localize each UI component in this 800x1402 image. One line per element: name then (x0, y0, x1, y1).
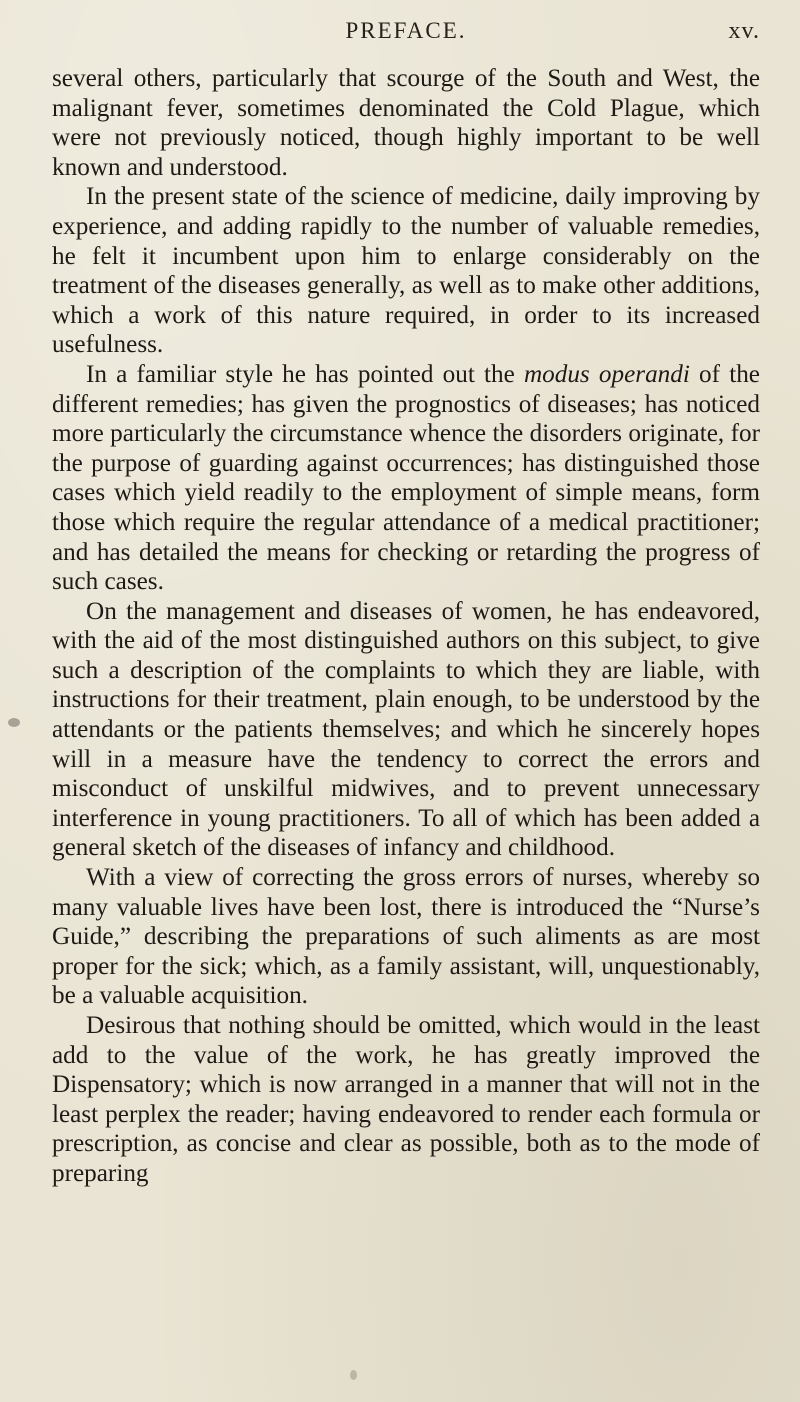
paragraph-1: several others, particularly that scourge of the South and West, the malignant fever, sometimes denominated the Cold Plague, which were not previously noticed, though highly important to be well known and understood. (52, 65, 760, 181)
ink-smudge-mark (8, 718, 20, 727)
paragraph-6: Desirous that nothing should be omitted, which would in the least add to the value of the work, he has greatly improved the Dispensatory; which is now arranged in a manner that will not in the least perplex the reader; having endeavored to render each formula or prescription, as concise and clear as possible, both as to the mode of preparing (52, 1012, 760, 1187)
page-number: xv. (728, 18, 760, 44)
running-head (52, 0, 760, 58)
body-text (52, 64, 760, 1189)
paragraph-4: On the management and diseases of women, he has endeavored, with the aid of the most distinguished authors on this subject, to give such a description of the complaints to which they are liable, with instructions for their treatment, plain enough, to be understood by the attendants or the patients themselves; and which he sincerely hopes will in a measure have the tendency to correct the errors and misconduct of unskilful midwives, and to prevent unnecessary interference in young practitioners. To all of which has been added a general sketch of the diseases of infancy and childhood. (52, 597, 760, 862)
paragraph-5: With a view of correcting the gross errors of nurses, whereby so many valuable lives have been lost, there is introduced the “Nurse’s Guide,” describing the preparations of such aliments as are most proper for the sick; which, as a family assistant, will, unquestionably, be a valuable acquisition. (52, 864, 760, 1010)
paragraph-3-start: In a familiar style he has pointed out the (86, 360, 524, 388)
paragraph-2: In the present state of the science of medicine, daily improving by experience, and adding rapidly to the number of valuable remedies, he felt it incumbent upon him to enlarge considerably on the treatment of the diseases generally, as well as to make other additions, which a work of this nature required, in order to its increased usefulness. (52, 183, 760, 359)
paragraph-3 (52, 360, 760, 597)
paragraph-3-end: of the different remedies; has given the prognostics of diseases; has noticed more particularly the circumstance whence the disorders originate, for the purpose of guarding against occurrences; has distinguished those cases which yield readily to the employment of simple means, form those which require the regular attendance of a medical practitioner; and has detailed the means for checking or retarding the progress of such cases. (52, 360, 760, 596)
running-title: PREFACE. (345, 18, 467, 43)
ink-speck-mark (350, 1370, 357, 1380)
paragraph-3-italic-term: modus operandi (523, 360, 690, 388)
